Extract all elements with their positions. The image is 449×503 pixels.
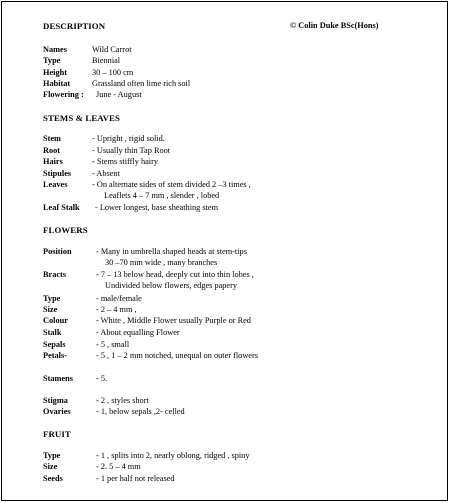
type-label: Type — [43, 56, 61, 65]
habitat-value: Grassland often lime rich soil — [92, 79, 191, 88]
leaf-stalk-value: - Lower longest, base sheathing stem — [95, 203, 219, 212]
height-label: Height — [43, 68, 67, 77]
stem-value: - Upright , rigid solid. — [92, 134, 165, 143]
bracts-label: Bracts — [43, 270, 67, 279]
ovaries-value: - 1, below sepals ,2- celled — [96, 407, 185, 416]
flower-type-value: - male/female — [96, 294, 142, 303]
names-label: Names — [43, 45, 67, 54]
habitat-label: Habitat — [43, 79, 71, 88]
root-value: - Usually thin Tap Root — [92, 146, 171, 155]
stem-label: Stem — [43, 134, 61, 143]
position-label: Position — [43, 247, 72, 256]
colour-label: Colour — [43, 316, 68, 325]
stamens-label: Stamens — [43, 374, 73, 383]
document-page — [1, 1, 448, 501]
stamens-value: - 5. — [96, 374, 108, 383]
bracts-value: - 7 – 13 below head, deeply cut into thin lobes , — [96, 270, 254, 279]
position-value: - Many in umbrella shaped heads at stem-tips — [96, 247, 247, 256]
bracts-value-continued: Undivided below flowers, edges papery — [105, 281, 238, 290]
leaves-label: Leaves — [43, 180, 68, 189]
seeds-label: Seeds — [43, 474, 63, 483]
hairs-label: Hairs — [43, 157, 63, 166]
leaf-stalk-label: Leaf Stalk — [43, 203, 80, 212]
stems-leaves-heading: STEMS & LEAVES — [43, 113, 121, 123]
fruit-size-value: - 2. 5 – 4 mm — [96, 462, 141, 471]
hairs-value: - Stems stiffly hairy — [92, 157, 158, 166]
flowering-value: June - August — [96, 90, 142, 99]
flower-size-label: Size — [43, 305, 58, 314]
height-value: 30 – 100 cm — [92, 68, 134, 77]
fruit-heading: FRUIT — [43, 429, 71, 439]
stalk-value: - About equalling Flower — [96, 328, 180, 337]
sepals-label: Sepals — [43, 340, 66, 349]
stigma-value: - 2 , styles short — [96, 396, 149, 405]
flower-type-label: Type — [43, 294, 61, 303]
names-value: Wild Carrot — [92, 45, 132, 54]
stalk-label: Stalk — [43, 328, 62, 337]
position-value-continued: 30 –70 mm wide , many branches — [105, 258, 218, 267]
fruit-type-value: - 1 , splits into 2, nearly oblong, ridged , spiny — [96, 451, 250, 460]
fruit-type-label: Type — [43, 451, 61, 460]
seeds-value: - 1 per half not released — [96, 474, 175, 483]
copyright-notice: © Colin Duke BSc(Hons) — [290, 21, 379, 30]
ovaries-label: Ovaries — [43, 407, 71, 416]
stipules-label: Stipules — [43, 169, 72, 178]
fruit-size-label: Size — [43, 462, 58, 471]
petals-label: Petals- — [43, 351, 67, 360]
petals-value: - 5 , 1 – 2 mm notched, unequal on outer flowers — [96, 351, 258, 360]
colour-value: - White , Middle Flower usually Purple or Red — [96, 316, 251, 325]
leaves-value-continued: Leaflets 4 – 7 mm , slender , lobed — [104, 191, 220, 200]
stigma-label: Stigma — [43, 396, 68, 405]
leaves-value: - On alternate sides of stem divided 2 –3 times , — [92, 180, 251, 189]
flowers-heading: FLOWERS — [43, 225, 88, 235]
page-title: DESCRIPTION — [43, 21, 106, 31]
flowering-label: Flowering : — [43, 90, 84, 99]
root-label: Root — [43, 146, 61, 155]
flower-size-value: - 2 – 4 mm , — [96, 305, 137, 314]
sepals-value: - 5 , small — [96, 340, 130, 349]
stipules-value: - Absent — [92, 169, 120, 178]
type-value: Biennial — [92, 56, 121, 65]
